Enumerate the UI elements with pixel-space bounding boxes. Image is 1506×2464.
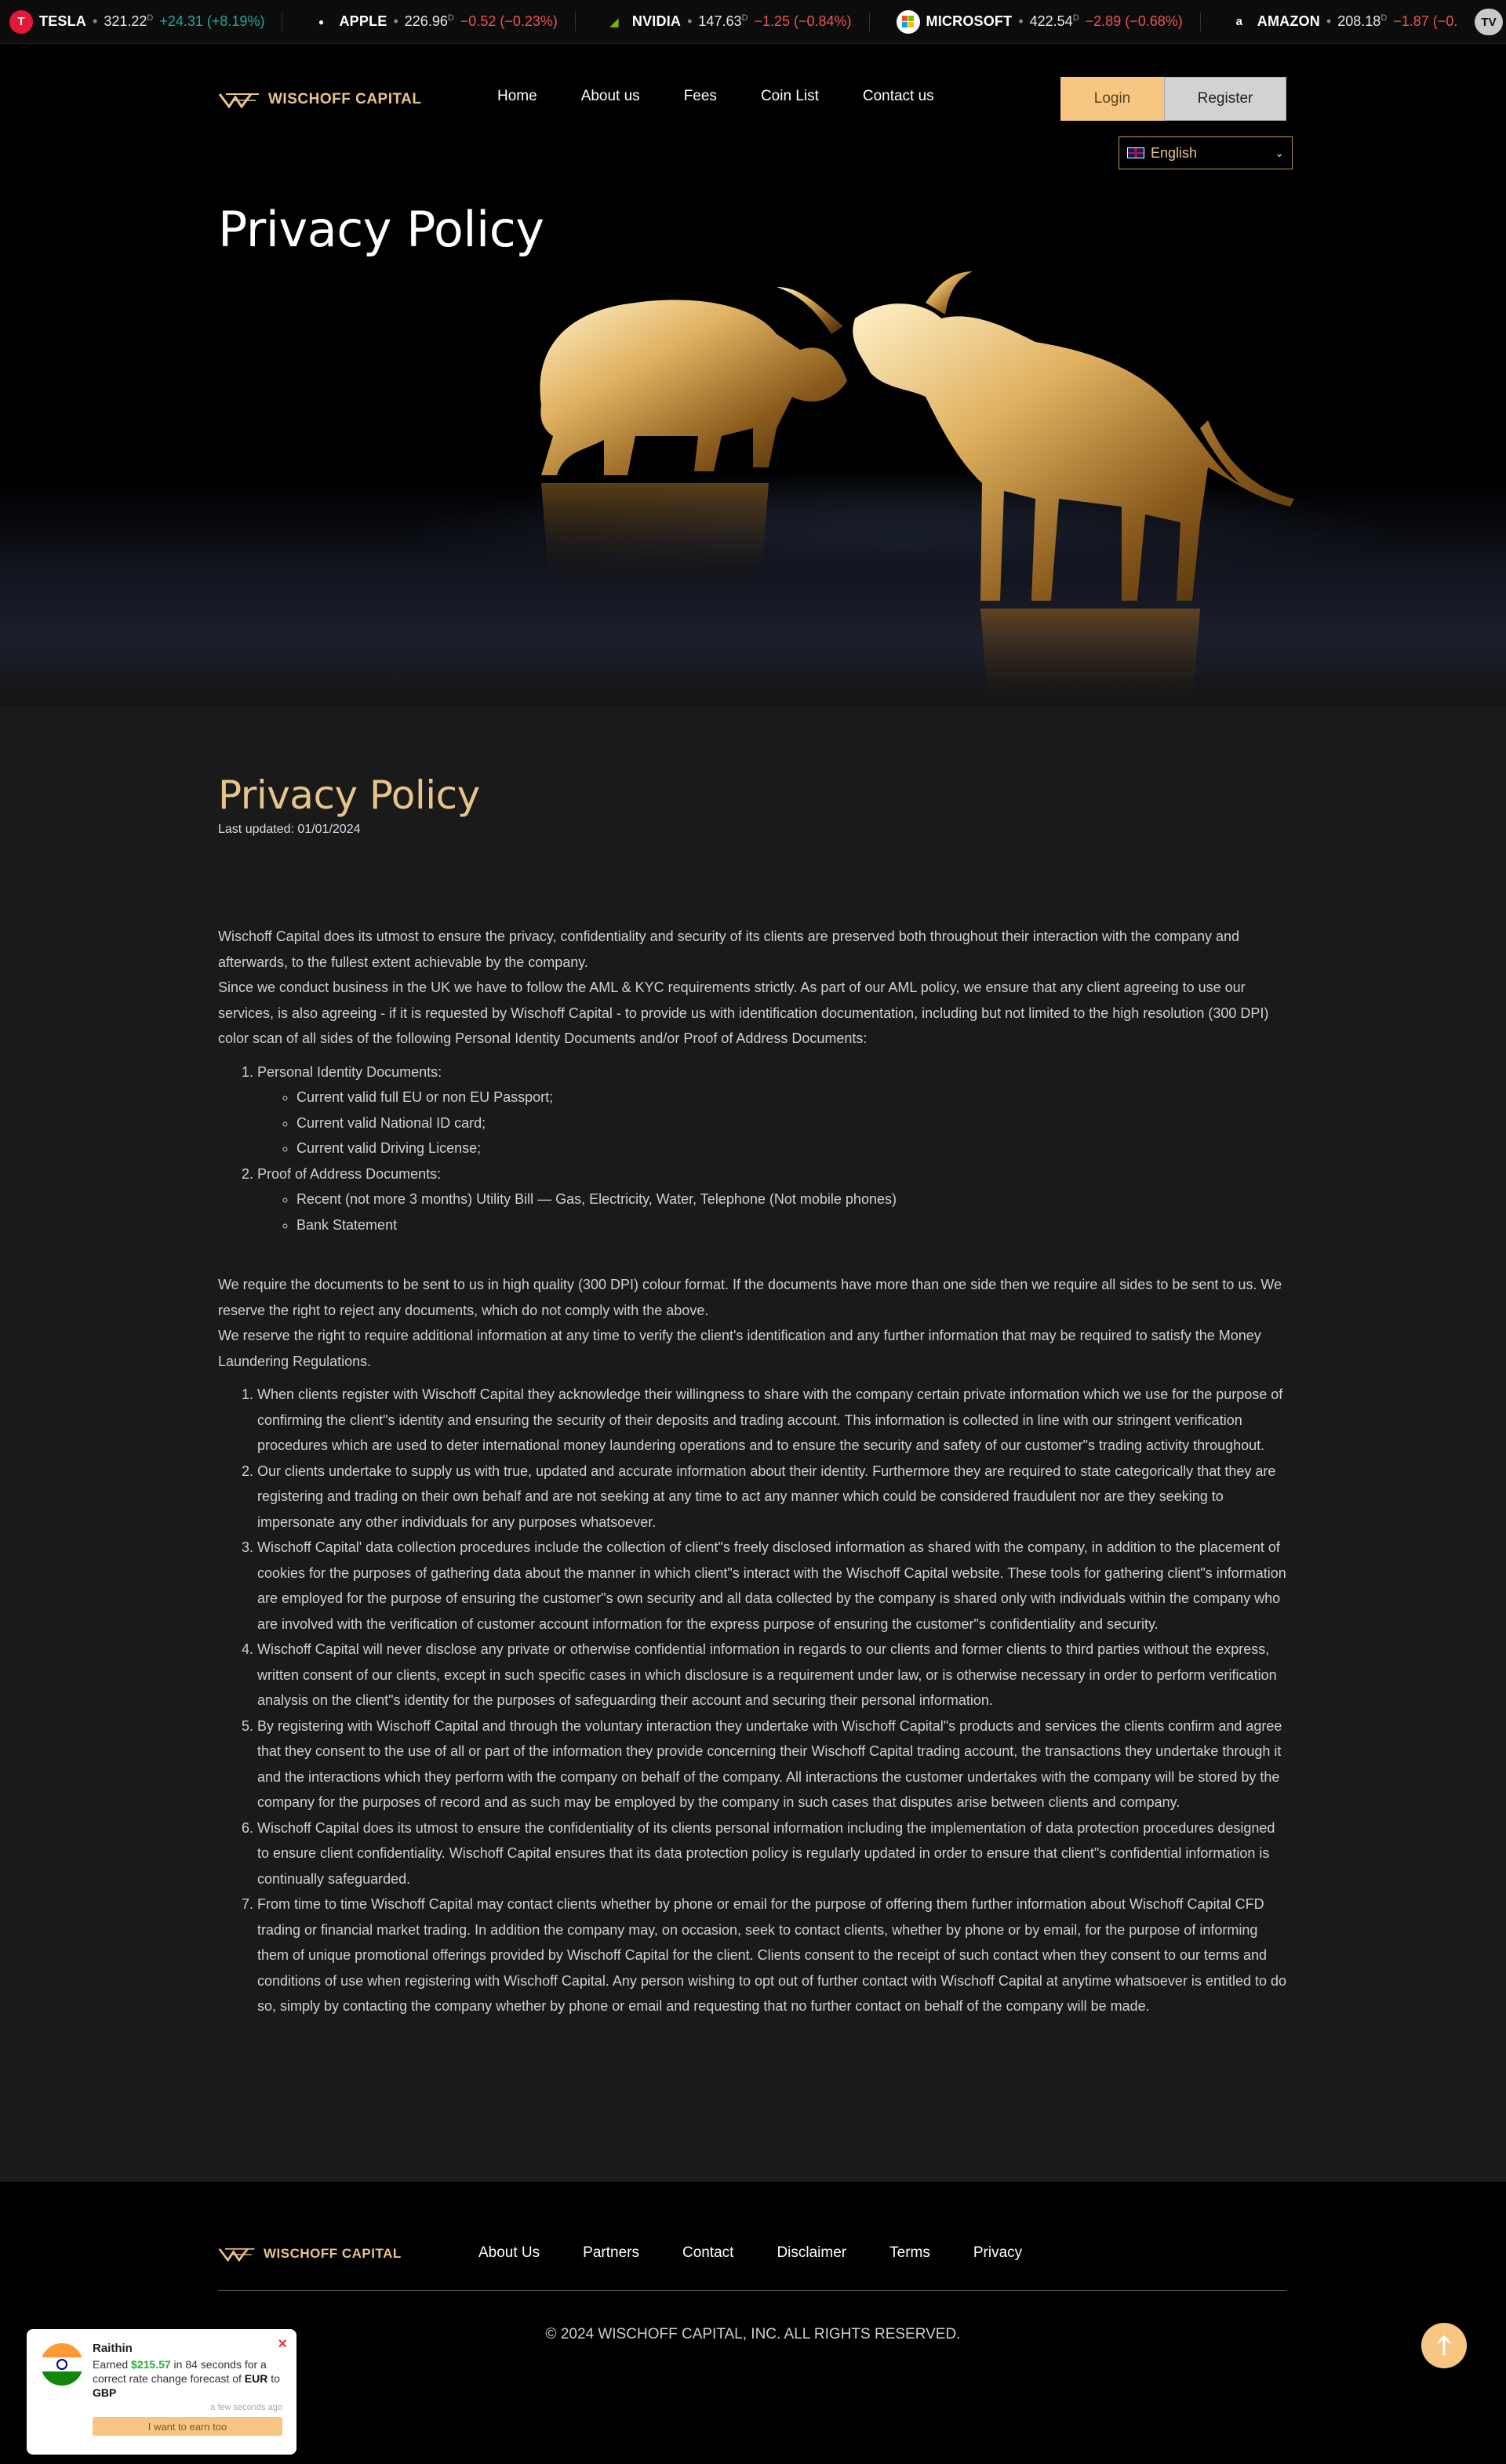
ticker-item[interactable] <box>0 0 300 44</box>
list-item: 1. Personal Identity Documents: ◦ Current valid full EU or non EU Passport; ◦ Current valid National ID card; ◦ Current valid Driving License; <box>257 1059 1286 1161</box>
list-item: ◦ Recent (not more 3 months) Utility Bill — Gas, Electricity, Water, Telephone (Not mobile phones) <box>296 1187 1286 1212</box>
footer-link-contact[interactable]: Contact <box>682 2244 734 2261</box>
ticker-change: −1.87 (−0. <box>1393 13 1458 29</box>
register-button[interactable]: Register <box>1164 77 1286 121</box>
additional-info-paragraph: We reserve the right to require additional information at any time to verify the client's identification and any further information that may be required to satisfy the Money Laundering Regulations. <box>218 1328 1261 1369</box>
ticker-change: −2.89 (−0.68%) <box>1085 13 1183 29</box>
ticker-item[interactable] <box>593 0 887 44</box>
policy-body <box>218 924 1286 2019</box>
intro-paragraph-1: Wischoff Capital does its utmost to ensure the privacy, confidentiality and security of its clients are preserved both throughout their interaction with the company and afterwards, to the fullest extent achievable by the company. <box>218 929 1240 970</box>
notification-time: a few seconds ago <box>210 2403 282 2412</box>
ticker-symbol: TESLA <box>39 13 87 29</box>
hero-header <box>0 44 1506 706</box>
documents-paragraph: We require the documents to be sent to us in high quality (300 DPI) colour format. If the documents have more than one side then we require all sides to be sent to us. We reserve the right to reject any documents, which do not comply with the above. <box>218 1277 1282 1318</box>
close-icon[interactable]: × <box>278 2335 287 2353</box>
brand-name: WISCHOFF CAPITAL <box>268 91 422 107</box>
footer-brand-logo[interactable] <box>218 2246 402 2262</box>
microsoft-logo-icon <box>897 10 920 34</box>
footer-nav <box>478 2244 1022 2262</box>
list-item: 6. Wischoff Capital does its utmost to ensure the confidentiality of its clients personal information including the implementation of data protection procedures designed to ensure client confidentiality. Wischoff Capital ensures that its data protection policy is regularly updated in order to ensure that client"s confidential information is continually safeguarded. <box>257 1815 1286 1892</box>
list-item: 2. Proof of Address Documents: ◦ Recent (not more 3 months) Utility Bill — Gas, Electricity, Water, Telephone (Not mobile phones) ◦ Bank Statement <box>257 1161 1286 1238</box>
ticker-divider <box>869 13 870 31</box>
ticker-symbol: MICROSOFT <box>926 13 1013 29</box>
ticker-item[interactable] <box>1218 0 1475 44</box>
nav-fees[interactable]: Fees <box>683 88 717 104</box>
login-button[interactable]: Login <box>1060 77 1164 121</box>
tradingview-logo-icon[interactable]: TV <box>1475 9 1503 35</box>
intro-paragraph-2: Since we conduct business in the UK we have to follow the AML & KYC requirements strictly. As part of our AML policy, we ensure that any client agreeing to use our services, is also agreeing - if it is requested by Wischoff Capital - to provide us with identification documentation, including but not limited to the high resolution (300 DPI) color scan of all sides of the following Personal Identity Documents and/or Proof of Address Documents: <box>218 979 1269 1046</box>
nav-contact-us[interactable]: Contact us <box>862 88 934 104</box>
ticker-item[interactable] <box>887 0 1218 44</box>
list-item: 1. When clients register with Wischoff Capital they acknowledge their willingness to share with the company certain private information which we use for the purpose of confirming the client"s identity and ensuring the security of their deposits and trading account. This information is collected in line with our stringent verification procedures which are used to deter international money laundering operations and to ensure the security and safety of our customer"s trading activity throughout. <box>257 1382 1286 1459</box>
ticker-separator-dot: • <box>1326 13 1332 29</box>
list-item: 3. Wischoff Capital' data collection procedures include the collection of client"s freely disclosed information as shared with the company, in addition to the placement of cookies for the purposes of gathering data about the manner in which client"s interact with the Wischoff Capital website. These tools for gathering client"s information are employed for the purpose of ensuring the customer"s own security and all data collected by the company is shared only with individuals within the company who are involved with the verification of customer account information for the express purpose of ensuring the customer"s confidentiality and security. <box>257 1535 1286 1637</box>
nav-about-us[interactable]: About us <box>580 88 640 104</box>
ticker-price: $208.18^D$ <box>1337 13 1388 29</box>
ticker-symbol: NVIDIA <box>631 13 682 29</box>
ticker-divider <box>1200 13 1201 31</box>
page-title: Privacy Policy <box>218 772 480 818</box>
ticker-change: −1.25 (−0.84%) <box>754 13 852 29</box>
ticker-symbol: APPLE <box>339 13 387 29</box>
apple-logo-icon: ● <box>309 10 333 34</box>
ticker-separator-dot: • <box>687 13 693 29</box>
ticker-price: $226.96^D$ <box>404 13 454 29</box>
footer-link-privacy[interactable]: Privacy <box>973 2244 1023 2261</box>
footer-link-disclaimer[interactable]: Disclaimer <box>777 2244 847 2261</box>
policy-header <box>218 772 1285 837</box>
earnings-notification <box>27 2329 296 2455</box>
document-list <box>218 1059 1286 1238</box>
list-item: ◦ Current valid National ID card; <box>296 1110 1286 1136</box>
language-selected: English <box>1151 144 1198 161</box>
ticker-price: $321.22^D$ <box>104 13 154 29</box>
notification-message: Earned $215.57 in 84 seconds for a correct rate change forecast of EUR to GBP <box>93 2358 280 2399</box>
list-item: ◦ Bank Statement <box>296 1212 1286 1238</box>
nav-coin-list[interactable]: Coin List <box>760 88 819 104</box>
nvidia-logo-icon: ◢ <box>602 10 626 34</box>
spacer <box>218 1237 1286 1272</box>
language-select[interactable] <box>1119 136 1293 169</box>
footer-brand-name: WISCHOFF CAPITAL <box>264 2246 402 2261</box>
ticker-change: −0.52 (−0.23%) <box>460 13 558 29</box>
notification-user-name: Raithin <box>93 2342 133 2355</box>
scroll-to-top-button[interactable] <box>1421 2323 1467 2368</box>
footer-link-about-us[interactable]: About Us <box>478 2244 540 2261</box>
main-nav <box>497 88 934 110</box>
uk-flag-icon <box>1127 147 1144 158</box>
list-item: ◦ Current valid full EU or non EU Passport; <box>296 1085 1286 1110</box>
ticker-divider <box>575 13 576 31</box>
list-item: 2. Our clients undertake to supply us with true, updated and accurate information about their identity. Furthermore they are required to state categorically that they are registering and trading on their own behalf and are not seeking at any time to act any manner which could be considered fraudulent nor are they seeking to impersonate any other individuals for any purposes whatsoever. <box>257 1459 1286 1535</box>
footer-link-partners[interactable]: Partners <box>583 2244 639 2261</box>
bull-and-bear-image <box>518 271 1333 706</box>
ticker-separator-dot: • <box>93 13 98 29</box>
ticker-change: +24.31 (+8.19%) <box>159 13 265 29</box>
india-flag-icon <box>41 2343 83 2386</box>
logo-mark-icon <box>218 91 262 108</box>
earn-cta-button[interactable]: I want to earn too <box>93 2417 282 2436</box>
footer-link-terms[interactable]: Terms <box>889 2244 930 2261</box>
amazon-logo-icon: a <box>1228 10 1251 34</box>
chevron-down-icon: ⌄ <box>1275 146 1284 159</box>
tesla-logo-icon: T <box>9 10 33 34</box>
ticker-separator-dot: • <box>393 13 398 29</box>
earned-amount: $215.57 <box>131 2358 171 2371</box>
last-updated: Last updated: 01/01/2024 <box>218 823 361 836</box>
brand-logo[interactable] <box>218 91 422 108</box>
ticker-price: $147.63^D$ <box>698 13 748 29</box>
ticker-price: $422.54^D$ <box>1029 13 1079 29</box>
ticker-item[interactable] <box>300 0 592 44</box>
hero-title: Privacy Policy <box>218 201 544 258</box>
arrow-up-icon <box>1436 2335 1452 2356</box>
nav-home[interactable]: Home <box>497 88 537 104</box>
list-item: 4. Wischoff Capital will never disclose any private or otherwise confidential information in regards to our clients and former clients to third parties without the express, written consent of our clients, except in such specific cases in which disclosure is a requirement under law, or is otherwise necessary in order to perform verification analysis on the client"s identity for the purposes of safeguarding their account and securing their personal information. <box>257 1637 1286 1714</box>
footer-divider <box>218 2290 1286 2291</box>
list-item: 5. By registering with Wischoff Capital and through the voluntary interaction they undertake with Wischoff Capital"s products and services the clients confirm and agree that they consent to the use of all or part of the information they provide concerning their Wischoff Capital trading account, the transactions they undertake through it and the interactions which they perform with the company on behalf of the company. All interactions the customer undertakes with the company will be stored by the company for the purposes of record and as such may be employed by the company in such cases that disputes arise between clients and company. <box>257 1714 1286 1815</box>
list-item: 7. From time to time Wischoff Capital may contact clients whether by phone or email for the purpose of offering them further information about Wischoff Capital CFD trading or financial market trading. In addition the company may, on occasion, seek to contact clients, whether by phone or by email, for the purpose of informing them of unique promotional offerings provided by Wischoff Capital for the client. Clients consent to the receipt of such contact when they consent to our terms and conditions of use when registering with Wischoff Capital. Any person wishing to opt out of further contact with Wischoff Capital at anytime whatsoever is entitled to do so, simply by contacting the company whether by phone or email and requesting that no further contact on behalf of the company will be made. <box>257 1892 1286 2019</box>
stock-ticker <box>0 0 1506 44</box>
terms-list <box>218 1382 1286 2019</box>
logo-mark-icon <box>218 2246 257 2262</box>
copyright: © 2024 WISCHOFF CAPITAL, INC. ALL RIGHTS RESERVED. <box>545 2326 961 2342</box>
list-item: ◦ Current valid Driving License; <box>296 1136 1286 1161</box>
ticker-separator-dot: • <box>1018 13 1024 29</box>
ticker-symbol: AMAZON <box>1257 13 1320 29</box>
